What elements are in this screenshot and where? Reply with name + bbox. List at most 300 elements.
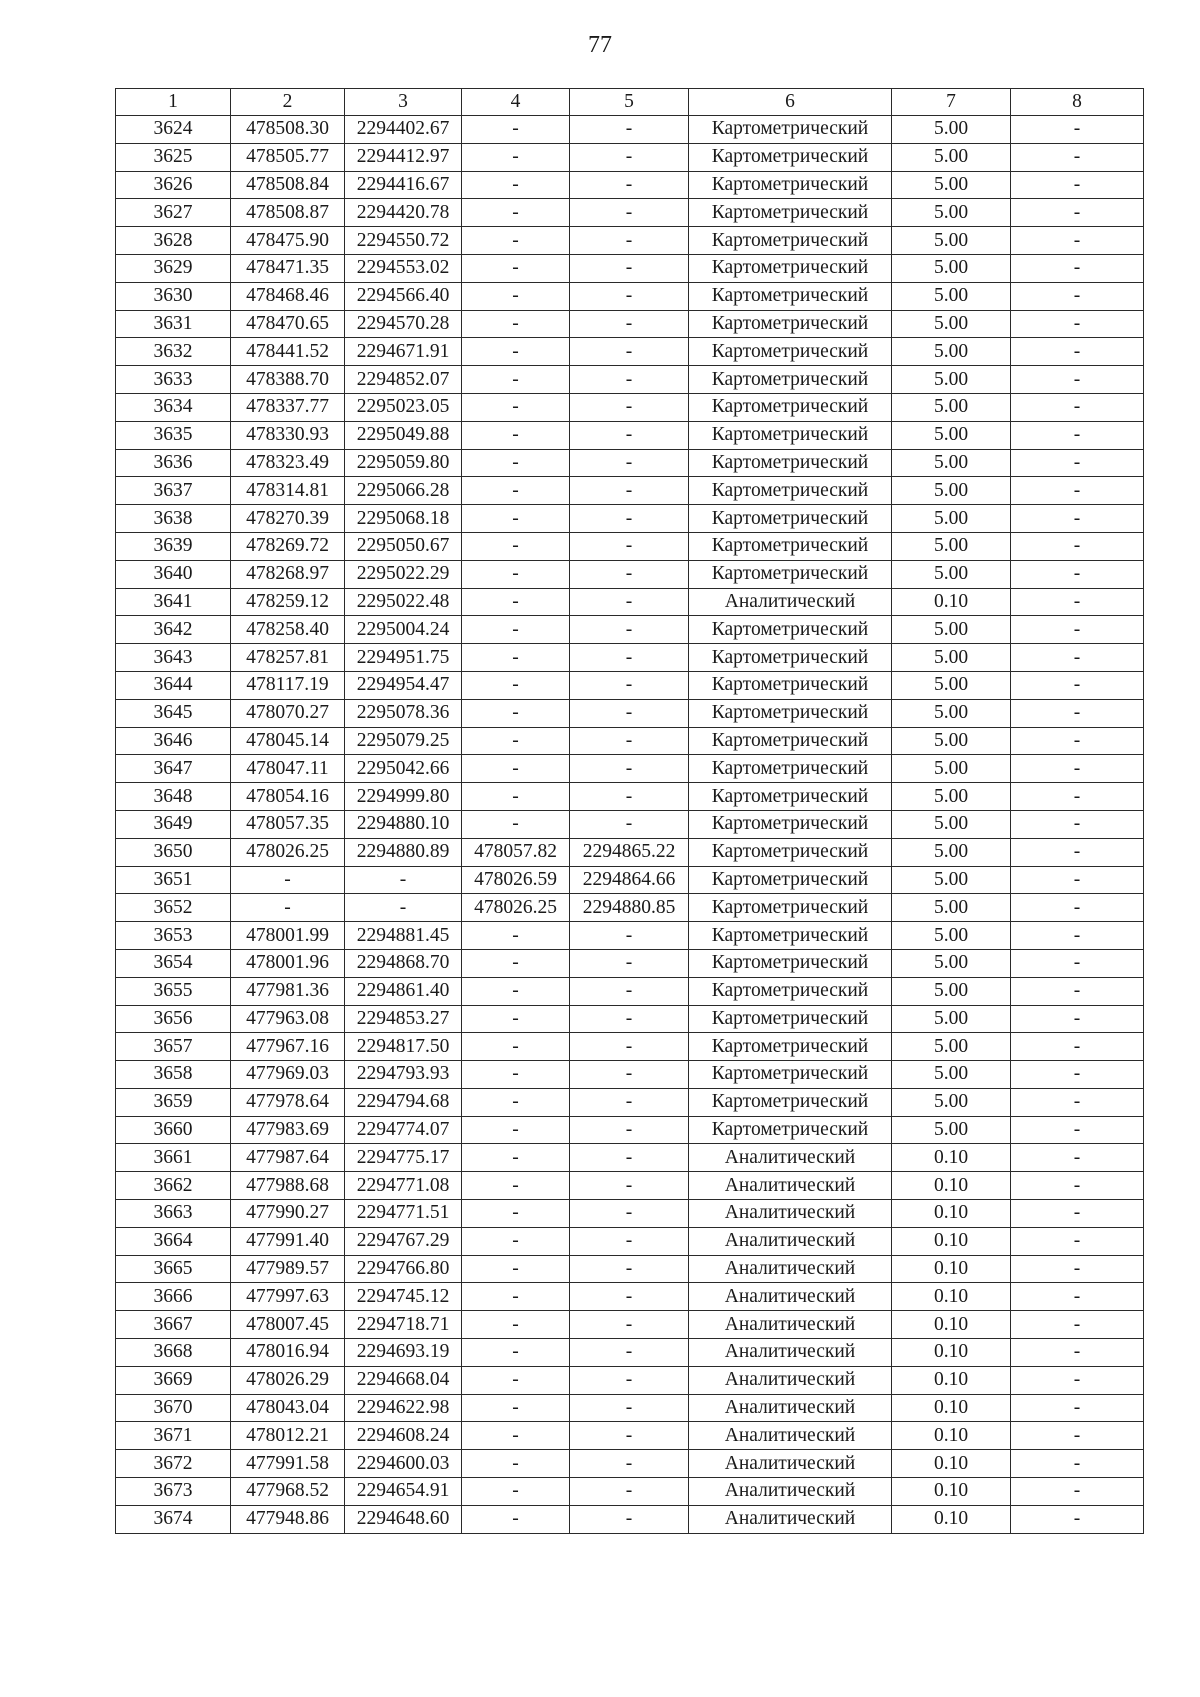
table-row — [116, 1283, 1144, 1311]
description-cell: - — [1011, 1116, 1144, 1144]
accuracy-cell: 5.00 — [892, 282, 1011, 310]
description-cell: - — [1011, 810, 1144, 838]
point-number-cell: 3666 — [116, 1283, 231, 1311]
method-cell: Аналитический — [689, 1505, 892, 1533]
x-existing-cell: 478026.29 — [231, 1366, 345, 1394]
accuracy-cell: 5.00 — [892, 143, 1011, 171]
y-new-cell: - — [570, 810, 689, 838]
y-existing-cell: 2294553.02 — [345, 254, 462, 282]
y-existing-cell: 2294880.89 — [345, 838, 462, 866]
description-cell: - — [1011, 1172, 1144, 1200]
y-new-cell: - — [570, 1200, 689, 1228]
x-existing-cell: 478007.45 — [231, 1311, 345, 1339]
method-cell: Аналитический — [689, 1172, 892, 1200]
point-number-cell: 3647 — [116, 755, 231, 783]
x-new-cell: - — [462, 922, 570, 950]
y-new-cell: - — [570, 366, 689, 394]
y-existing-cell: 2294668.04 — [345, 1366, 462, 1394]
x-new-cell: - — [462, 1255, 570, 1283]
description-cell: - — [1011, 282, 1144, 310]
x-existing-cell: 477991.58 — [231, 1450, 345, 1478]
table-row — [116, 949, 1144, 977]
point-number-cell: 3642 — [116, 616, 231, 644]
table-row — [116, 671, 1144, 699]
y-existing-cell: 2294718.71 — [345, 1311, 462, 1339]
accuracy-cell: 0.10 — [892, 1227, 1011, 1255]
accuracy-cell: 5.00 — [892, 338, 1011, 366]
y-new-cell: - — [570, 616, 689, 644]
description-cell: - — [1011, 393, 1144, 421]
table-row — [116, 1394, 1144, 1422]
x-existing-cell: 477968.52 — [231, 1478, 345, 1506]
y-existing-cell: 2295022.48 — [345, 588, 462, 616]
point-number-cell: 3633 — [116, 366, 231, 394]
y-existing-cell: 2294954.47 — [345, 671, 462, 699]
column-header-2: 2 — [231, 89, 345, 116]
x-new-cell: - — [462, 1366, 570, 1394]
y-new-cell: - — [570, 588, 689, 616]
table-row — [116, 977, 1144, 1005]
point-number-cell: 3627 — [116, 199, 231, 227]
table-row — [116, 1366, 1144, 1394]
x-new-cell: - — [462, 1005, 570, 1033]
y-existing-cell: 2295078.36 — [345, 699, 462, 727]
x-new-cell: - — [462, 532, 570, 560]
description-cell: - — [1011, 560, 1144, 588]
y-new-cell: - — [570, 143, 689, 171]
x-new-cell: - — [462, 1394, 570, 1422]
y-existing-cell: 2294570.28 — [345, 310, 462, 338]
accuracy-cell: 0.10 — [892, 1339, 1011, 1367]
method-cell: Аналитический — [689, 1255, 892, 1283]
accuracy-cell: 0.10 — [892, 1200, 1011, 1228]
x-new-cell: - — [462, 1422, 570, 1450]
y-existing-cell: 2294600.03 — [345, 1450, 462, 1478]
table-row — [116, 644, 1144, 672]
accuracy-cell: 5.00 — [892, 227, 1011, 255]
table-row — [116, 505, 1144, 533]
accuracy-cell: 5.00 — [892, 699, 1011, 727]
x-existing-cell: 477963.08 — [231, 1005, 345, 1033]
y-existing-cell: 2294550.72 — [345, 227, 462, 255]
x-existing-cell: 477987.64 — [231, 1144, 345, 1172]
y-new-cell: - — [570, 1255, 689, 1283]
x-new-cell: - — [462, 1144, 570, 1172]
y-existing-cell: 2295059.80 — [345, 449, 462, 477]
description-cell: - — [1011, 254, 1144, 282]
point-number-cell: 3626 — [116, 171, 231, 199]
y-new-cell: - — [570, 1061, 689, 1089]
point-number-cell: 3638 — [116, 505, 231, 533]
method-cell: Картометрический — [689, 838, 892, 866]
accuracy-cell: 5.00 — [892, 810, 1011, 838]
point-number-cell: 3644 — [116, 671, 231, 699]
accuracy-cell: 5.00 — [892, 532, 1011, 560]
description-cell: - — [1011, 1505, 1144, 1533]
table-row — [116, 1088, 1144, 1116]
point-number-cell: 3631 — [116, 310, 231, 338]
table-row — [116, 338, 1144, 366]
x-existing-cell: 478337.77 — [231, 393, 345, 421]
description-cell: - — [1011, 894, 1144, 922]
column-header-7: 7 — [892, 89, 1011, 116]
point-number-cell: 3628 — [116, 227, 231, 255]
accuracy-cell: 5.00 — [892, 1033, 1011, 1061]
y-existing-cell: 2294794.68 — [345, 1088, 462, 1116]
accuracy-cell: 0.10 — [892, 1283, 1011, 1311]
x-new-cell: - — [462, 1116, 570, 1144]
x-existing-cell: 478070.27 — [231, 699, 345, 727]
table-row — [116, 116, 1144, 144]
accuracy-cell: 5.00 — [892, 393, 1011, 421]
x-existing-cell: 478508.84 — [231, 171, 345, 199]
x-new-cell: - — [462, 449, 570, 477]
x-new-cell: - — [462, 560, 570, 588]
y-new-cell: - — [570, 477, 689, 505]
point-number-cell: 3650 — [116, 838, 231, 866]
y-new-cell: - — [570, 1478, 689, 1506]
x-existing-cell: 478045.14 — [231, 727, 345, 755]
description-cell: - — [1011, 1422, 1144, 1450]
accuracy-cell: 0.10 — [892, 1172, 1011, 1200]
description-cell: - — [1011, 949, 1144, 977]
accuracy-cell: 0.10 — [892, 1450, 1011, 1478]
description-cell: - — [1011, 227, 1144, 255]
point-number-cell: 3661 — [116, 1144, 231, 1172]
table-row — [116, 227, 1144, 255]
table-row — [116, 1116, 1144, 1144]
y-existing-cell: 2294766.80 — [345, 1255, 462, 1283]
y-new-cell: - — [570, 199, 689, 227]
x-existing-cell: 477991.40 — [231, 1227, 345, 1255]
y-new-cell: - — [570, 1033, 689, 1061]
method-cell: Картометрический — [689, 783, 892, 811]
y-existing-cell: 2295068.18 — [345, 505, 462, 533]
y-existing-cell: 2294693.19 — [345, 1339, 462, 1367]
y-existing-cell: 2294416.67 — [345, 171, 462, 199]
y-existing-cell: 2295042.66 — [345, 755, 462, 783]
method-cell: Картометрический — [689, 755, 892, 783]
table-row — [116, 1422, 1144, 1450]
x-new-cell: - — [462, 699, 570, 727]
method-cell: Картометрический — [689, 532, 892, 560]
table-row — [116, 894, 1144, 922]
header-row — [116, 89, 1144, 116]
table-row — [116, 1033, 1144, 1061]
accuracy-cell: 5.00 — [892, 866, 1011, 894]
description-cell: - — [1011, 1061, 1144, 1089]
table-row — [116, 783, 1144, 811]
y-existing-cell: - — [345, 866, 462, 894]
x-existing-cell: 478269.72 — [231, 532, 345, 560]
table-row — [116, 1172, 1144, 1200]
table-row — [116, 1255, 1144, 1283]
description-cell: - — [1011, 366, 1144, 394]
x-existing-cell: 478268.97 — [231, 560, 345, 588]
description-cell: - — [1011, 1255, 1144, 1283]
x-existing-cell: 478257.81 — [231, 644, 345, 672]
y-new-cell: - — [570, 1450, 689, 1478]
method-cell: Картометрический — [689, 866, 892, 894]
table-row — [116, 1505, 1144, 1533]
accuracy-cell: 5.00 — [892, 1005, 1011, 1033]
x-new-cell: 478057.82 — [462, 838, 570, 866]
accuracy-cell: 5.00 — [892, 644, 1011, 672]
method-cell: Картометрический — [689, 616, 892, 644]
accuracy-cell: 5.00 — [892, 949, 1011, 977]
x-existing-cell: 477990.27 — [231, 1200, 345, 1228]
y-new-cell: - — [570, 699, 689, 727]
y-existing-cell: 2294622.98 — [345, 1394, 462, 1422]
y-existing-cell: 2294793.93 — [345, 1061, 462, 1089]
point-number-cell: 3624 — [116, 116, 231, 144]
table-row — [116, 199, 1144, 227]
method-cell: Картометрический — [689, 977, 892, 1005]
y-new-cell: - — [570, 393, 689, 421]
table-row — [116, 477, 1144, 505]
description-cell: - — [1011, 1200, 1144, 1228]
method-cell: Картометрический — [689, 393, 892, 421]
y-new-cell: - — [570, 1422, 689, 1450]
point-number-cell: 3653 — [116, 922, 231, 950]
y-existing-cell: 2295050.67 — [345, 532, 462, 560]
y-new-cell: - — [570, 310, 689, 338]
method-cell: Картометрический — [689, 421, 892, 449]
table-row — [116, 588, 1144, 616]
method-cell: Аналитический — [689, 1422, 892, 1450]
table-row — [116, 1478, 1144, 1506]
accuracy-cell: 0.10 — [892, 1394, 1011, 1422]
x-new-cell: - — [462, 810, 570, 838]
method-cell: Картометрический — [689, 1033, 892, 1061]
method-cell: Картометрический — [689, 116, 892, 144]
y-existing-cell: 2294817.50 — [345, 1033, 462, 1061]
x-new-cell: - — [462, 1061, 570, 1089]
x-new-cell: - — [462, 505, 570, 533]
point-number-cell: 3667 — [116, 1311, 231, 1339]
x-existing-cell: 478001.99 — [231, 922, 345, 950]
column-header-3: 3 — [345, 89, 462, 116]
accuracy-cell: 5.00 — [892, 366, 1011, 394]
method-cell: Аналитический — [689, 1283, 892, 1311]
description-cell: - — [1011, 866, 1144, 894]
table-row — [116, 393, 1144, 421]
x-new-cell: - — [462, 755, 570, 783]
y-new-cell: - — [570, 116, 689, 144]
y-existing-cell: 2294566.40 — [345, 282, 462, 310]
y-existing-cell: 2294402.67 — [345, 116, 462, 144]
method-cell: Аналитический — [689, 1394, 892, 1422]
x-existing-cell: 478470.65 — [231, 310, 345, 338]
x-existing-cell: 478057.35 — [231, 810, 345, 838]
accuracy-cell: 5.00 — [892, 1088, 1011, 1116]
column-header-5: 5 — [570, 89, 689, 116]
x-new-cell: - — [462, 671, 570, 699]
x-existing-cell: 478508.30 — [231, 116, 345, 144]
y-existing-cell: 2295004.24 — [345, 616, 462, 644]
method-cell: Картометрический — [689, 477, 892, 505]
point-number-cell: 3652 — [116, 894, 231, 922]
point-number-cell: 3641 — [116, 588, 231, 616]
x-new-cell: - — [462, 727, 570, 755]
table-row — [116, 1339, 1144, 1367]
description-cell: - — [1011, 449, 1144, 477]
x-new-cell: - — [462, 616, 570, 644]
x-existing-cell: 477981.36 — [231, 977, 345, 1005]
point-number-cell: 3634 — [116, 393, 231, 421]
table-row — [116, 755, 1144, 783]
point-number-cell: 3645 — [116, 699, 231, 727]
description-cell: - — [1011, 1088, 1144, 1116]
x-new-cell: - — [462, 477, 570, 505]
method-cell: Аналитический — [689, 1366, 892, 1394]
table-row — [116, 449, 1144, 477]
x-existing-cell: 478117.19 — [231, 671, 345, 699]
description-cell: - — [1011, 1033, 1144, 1061]
method-cell: Аналитический — [689, 1311, 892, 1339]
description-cell: - — [1011, 755, 1144, 783]
y-new-cell: - — [570, 1172, 689, 1200]
accuracy-cell: 5.00 — [892, 616, 1011, 644]
x-existing-cell: 478047.11 — [231, 755, 345, 783]
method-cell: Картометрический — [689, 254, 892, 282]
x-new-cell: - — [462, 1450, 570, 1478]
method-cell: Картометрический — [689, 1088, 892, 1116]
x-existing-cell: - — [231, 866, 345, 894]
y-existing-cell: 2294774.07 — [345, 1116, 462, 1144]
x-existing-cell: 477967.16 — [231, 1033, 345, 1061]
x-existing-cell: 478323.49 — [231, 449, 345, 477]
method-cell: Картометрический — [689, 449, 892, 477]
x-new-cell: - — [462, 1200, 570, 1228]
page-number: 77 — [588, 32, 612, 58]
y-new-cell: - — [570, 644, 689, 672]
description-cell: - — [1011, 671, 1144, 699]
x-existing-cell: 477983.69 — [231, 1116, 345, 1144]
y-new-cell: - — [570, 1394, 689, 1422]
y-existing-cell: 2295049.88 — [345, 421, 462, 449]
table-row — [116, 560, 1144, 588]
table-row — [116, 1450, 1144, 1478]
description-cell: - — [1011, 699, 1144, 727]
x-existing-cell: 478330.93 — [231, 421, 345, 449]
table-row — [116, 727, 1144, 755]
table-row — [116, 866, 1144, 894]
method-cell: Картометрический — [689, 366, 892, 394]
x-existing-cell: 478505.77 — [231, 143, 345, 171]
accuracy-cell: 5.00 — [892, 922, 1011, 950]
y-existing-cell: 2295022.29 — [345, 560, 462, 588]
y-new-cell: - — [570, 1311, 689, 1339]
y-existing-cell: 2294853.27 — [345, 1005, 462, 1033]
method-cell: Картометрический — [689, 199, 892, 227]
description-cell: - — [1011, 532, 1144, 560]
point-number-cell: 3635 — [116, 421, 231, 449]
method-cell: Картометрический — [689, 560, 892, 588]
description-cell: - — [1011, 199, 1144, 227]
point-number-cell: 3660 — [116, 1116, 231, 1144]
x-existing-cell: 478471.35 — [231, 254, 345, 282]
description-cell: - — [1011, 171, 1144, 199]
y-new-cell: - — [570, 922, 689, 950]
table-row — [116, 699, 1144, 727]
x-new-cell: 478026.59 — [462, 866, 570, 894]
y-new-cell: - — [570, 1505, 689, 1533]
method-cell: Картометрический — [689, 699, 892, 727]
table-row — [116, 616, 1144, 644]
point-number-cell: 3674 — [116, 1505, 231, 1533]
y-new-cell: - — [570, 671, 689, 699]
accuracy-cell: 5.00 — [892, 505, 1011, 533]
point-number-cell: 3657 — [116, 1033, 231, 1061]
x-new-cell: - — [462, 116, 570, 144]
method-cell: Аналитический — [689, 1227, 892, 1255]
table-row — [116, 810, 1144, 838]
accuracy-cell: 5.00 — [892, 977, 1011, 1005]
accuracy-cell: 0.10 — [892, 1478, 1011, 1506]
x-new-cell: - — [462, 310, 570, 338]
y-existing-cell: 2294775.17 — [345, 1144, 462, 1172]
accuracy-cell: 5.00 — [892, 116, 1011, 144]
y-existing-cell: 2294654.91 — [345, 1478, 462, 1506]
description-cell: - — [1011, 588, 1144, 616]
x-existing-cell: 477969.03 — [231, 1061, 345, 1089]
y-new-cell: - — [570, 977, 689, 1005]
accuracy-cell: 5.00 — [892, 477, 1011, 505]
y-existing-cell: 2294420.78 — [345, 199, 462, 227]
table-row — [116, 254, 1144, 282]
x-existing-cell: 477989.57 — [231, 1255, 345, 1283]
y-new-cell: - — [570, 1339, 689, 1367]
x-existing-cell: 478259.12 — [231, 588, 345, 616]
method-cell: Аналитический — [689, 1200, 892, 1228]
table-row — [116, 171, 1144, 199]
description-cell: - — [1011, 1450, 1144, 1478]
y-existing-cell: 2294771.08 — [345, 1172, 462, 1200]
point-number-cell: 3637 — [116, 477, 231, 505]
description-cell: - — [1011, 1478, 1144, 1506]
method-cell: Картометрический — [689, 1116, 892, 1144]
x-new-cell: - — [462, 143, 570, 171]
accuracy-cell: 5.00 — [892, 783, 1011, 811]
y-existing-cell: 2295079.25 — [345, 727, 462, 755]
description-cell: - — [1011, 644, 1144, 672]
accuracy-cell: 5.00 — [892, 1061, 1011, 1089]
description-cell: - — [1011, 783, 1144, 811]
x-new-cell: - — [462, 1172, 570, 1200]
y-existing-cell: 2294671.91 — [345, 338, 462, 366]
method-cell: Картометрический — [689, 282, 892, 310]
method-cell: Картометрический — [689, 922, 892, 950]
y-existing-cell: 2294999.80 — [345, 783, 462, 811]
point-number-cell: 3646 — [116, 727, 231, 755]
accuracy-cell: 5.00 — [892, 755, 1011, 783]
x-new-cell: - — [462, 1033, 570, 1061]
table-row — [116, 366, 1144, 394]
table-row — [116, 838, 1144, 866]
accuracy-cell: 5.00 — [892, 310, 1011, 338]
y-new-cell: - — [570, 421, 689, 449]
point-number-cell: 3668 — [116, 1339, 231, 1367]
point-number-cell: 3629 — [116, 254, 231, 282]
point-number-cell: 3659 — [116, 1088, 231, 1116]
y-existing-cell: 2294648.60 — [345, 1505, 462, 1533]
y-existing-cell: 2294767.29 — [345, 1227, 462, 1255]
y-existing-cell: 2294745.12 — [345, 1283, 462, 1311]
y-new-cell: - — [570, 755, 689, 783]
x-new-cell: - — [462, 421, 570, 449]
x-new-cell: - — [462, 366, 570, 394]
